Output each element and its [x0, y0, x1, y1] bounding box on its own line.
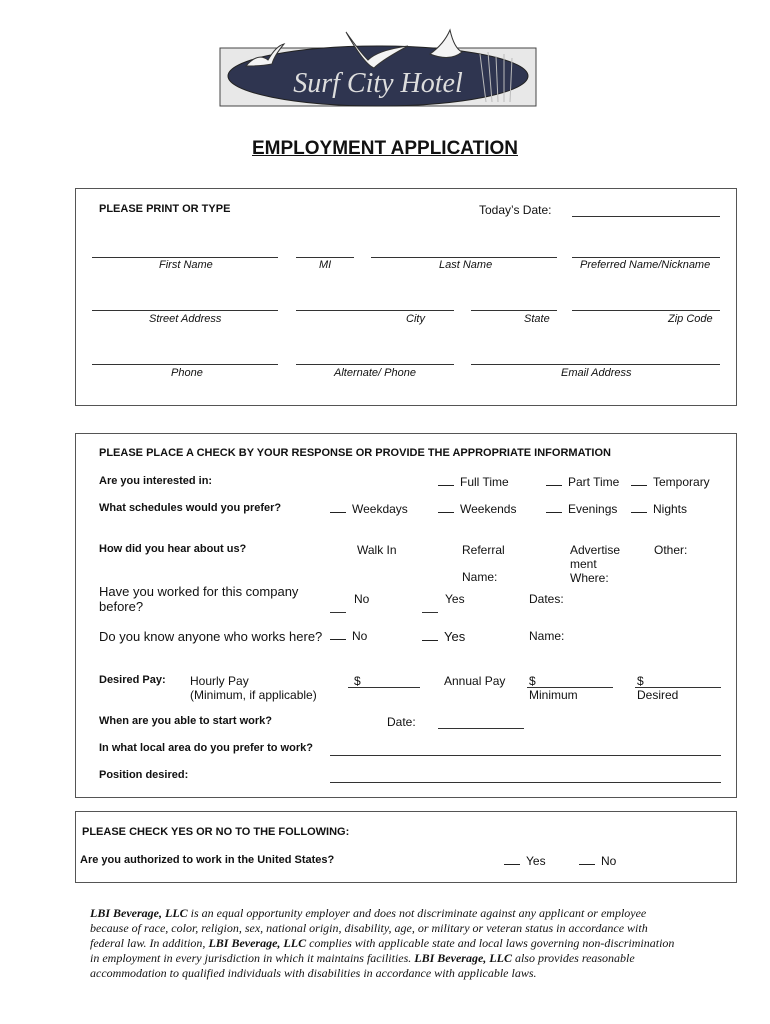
know-no-option[interactable]: No	[330, 629, 367, 643]
hourly-pay-field[interactable]	[348, 687, 420, 688]
worked-yes-label: Yes	[445, 592, 465, 606]
authorized-no-option[interactable]: No	[579, 854, 616, 868]
checkbox-blank[interactable]	[631, 475, 647, 486]
mi-field[interactable]	[296, 257, 354, 258]
worked-no-label: No	[354, 592, 370, 606]
company-name: LLC	[489, 951, 512, 965]
first-name-field[interactable]	[92, 257, 278, 258]
phone-field[interactable]	[92, 364, 278, 365]
know-name-label: Name:	[529, 629, 565, 643]
last-name-label: Last Name	[439, 259, 493, 271]
logo-text: Surf City Hotel	[293, 68, 463, 99]
start-date-field[interactable]	[438, 728, 524, 729]
state-label: State	[524, 313, 550, 325]
alternate-phone-field[interactable]	[296, 364, 454, 365]
checkbox-blank[interactable]	[579, 854, 595, 865]
desired-dollar-sign: $	[637, 674, 644, 688]
checkbox-blank[interactable]	[438, 475, 454, 486]
weekdays-option[interactable]: Weekdays	[330, 502, 408, 516]
worked-yes-blank[interactable]	[422, 612, 438, 613]
position-field[interactable]	[330, 782, 721, 783]
company-name: LBI Beverage, LLC	[208, 936, 307, 950]
eeo-statement: LBI Beverage, LLC is an equal opportunity employer and does not discriminate against any applicant or employee because of race, color, religion, sex, national origin, disability, age, or military or veteran status in accordance with federal law. In addition, LBI Beverage, LLC complies with applicable state and local laws governing non-discrimination in employment in every jurisdiction in which it maintains facilities. LBI Beverage, LLC also provides reasonable accommodation to qualified individuals with disabilities in accordance with applicable laws.	[90, 906, 675, 980]
hourly-pay-label: Hourly Pay (Minimum, if applicable)	[190, 674, 317, 702]
temporary-option[interactable]: Temporary	[631, 475, 710, 489]
checkbox-blank[interactable]	[546, 475, 562, 486]
start-date-label: Date:	[387, 715, 416, 729]
email-address-label: Email Address	[561, 367, 632, 379]
position-question: Position desired:	[99, 769, 189, 781]
company-name: LBI Beverage, LLC	[90, 906, 188, 920]
company-name: LBI Beverage,	[414, 951, 487, 965]
check-instruction: PLEASE PLACE A CHECK BY YOUR RESPONSE OR PROVIDE THE APPROPRIATE INFORMATION	[99, 447, 611, 459]
checkbox-blank[interactable]	[438, 502, 454, 513]
zip-code-label: Zip Code	[668, 313, 713, 325]
availability-section	[75, 433, 737, 798]
worked-no-blank[interactable]	[330, 612, 346, 613]
city-field[interactable]	[296, 310, 454, 311]
nickname-field[interactable]	[572, 257, 720, 258]
hear-question: How did you hear about us?	[99, 543, 247, 555]
advertisement-option[interactable]: Advertise ment Where:	[570, 543, 621, 585]
street-address-label: Street Address	[149, 313, 222, 325]
worked-dates-label: Dates:	[529, 592, 564, 606]
part-time-option[interactable]: Part Time	[546, 475, 619, 489]
walk-in-option[interactable]: Walk In	[357, 543, 397, 557]
phone-label: Phone	[171, 367, 203, 379]
alternate-phone-label: Alternate/ Phone	[334, 367, 416, 379]
nights-option[interactable]: Nights	[631, 502, 687, 516]
zip-code-field[interactable]	[572, 310, 720, 311]
email-address-field[interactable]	[471, 364, 720, 365]
page-title: EMPLOYMENT APPLICATION	[252, 138, 518, 159]
checkbox-blank[interactable]	[330, 629, 346, 640]
personal-info-section	[75, 188, 737, 406]
evenings-option[interactable]: Evenings	[546, 502, 617, 516]
seagull-icon	[430, 30, 462, 58]
yes-no-instruction: PLEASE CHECK YES OR NO TO THE FOLLOWING:	[82, 826, 350, 838]
desired-pay-label: Desired Pay:	[99, 674, 166, 686]
checkbox-blank[interactable]	[504, 854, 520, 865]
weekends-option[interactable]: Weekends	[438, 502, 516, 516]
know-yes-option[interactable]: Yes	[422, 629, 465, 644]
referral-option[interactable]: Referral	[462, 543, 505, 557]
minimum-label: Minimum	[529, 688, 578, 702]
city-label: City	[406, 313, 425, 325]
checkbox-blank[interactable]	[330, 502, 346, 513]
state-field[interactable]	[471, 310, 557, 311]
interested-question: Are you interested in:	[99, 475, 213, 487]
nickname-label: Preferred Name/Nickname	[580, 259, 711, 271]
local-area-question: In what local area do you prefer to work?	[99, 742, 313, 754]
minimum-dollar-sign: $	[529, 674, 536, 688]
mi-label: MI	[319, 259, 332, 271]
schedule-question: What schedules would you prefer?	[99, 502, 282, 514]
hotel-logo	[218, 24, 538, 108]
annual-pay-label: Annual Pay	[444, 674, 506, 688]
desired-label: Desired	[637, 688, 679, 702]
full-time-option[interactable]: Full Time	[438, 475, 509, 489]
work-authorization-question: Are you authorized to work in the United States?	[80, 854, 335, 866]
know-anyone-question: Do you know anyone who works here?	[99, 629, 323, 644]
hourly-dollar-sign: $	[354, 674, 361, 688]
local-area-field[interactable]	[330, 755, 721, 756]
authorization-section	[75, 811, 737, 883]
start-work-question: When are you able to start work?	[99, 715, 272, 727]
todays-date-field[interactable]	[572, 216, 720, 217]
todays-date-label: Today’s Date:	[479, 203, 552, 217]
first-name-label: First Name	[159, 259, 213, 271]
checkbox-blank[interactable]	[422, 630, 438, 641]
checkbox-blank[interactable]	[546, 502, 562, 513]
street-address-field[interactable]	[92, 310, 278, 311]
other-option[interactable]: Other:	[654, 543, 688, 557]
worked-before-question: Have you worked for this company before?	[99, 584, 299, 614]
last-name-field[interactable]	[371, 257, 557, 258]
referral-name-label: Name:	[462, 570, 498, 584]
print-instruction: PLEASE PRINT OR TYPE	[99, 203, 231, 215]
authorized-yes-option[interactable]: Yes	[504, 854, 546, 868]
checkbox-blank[interactable]	[631, 502, 647, 513]
